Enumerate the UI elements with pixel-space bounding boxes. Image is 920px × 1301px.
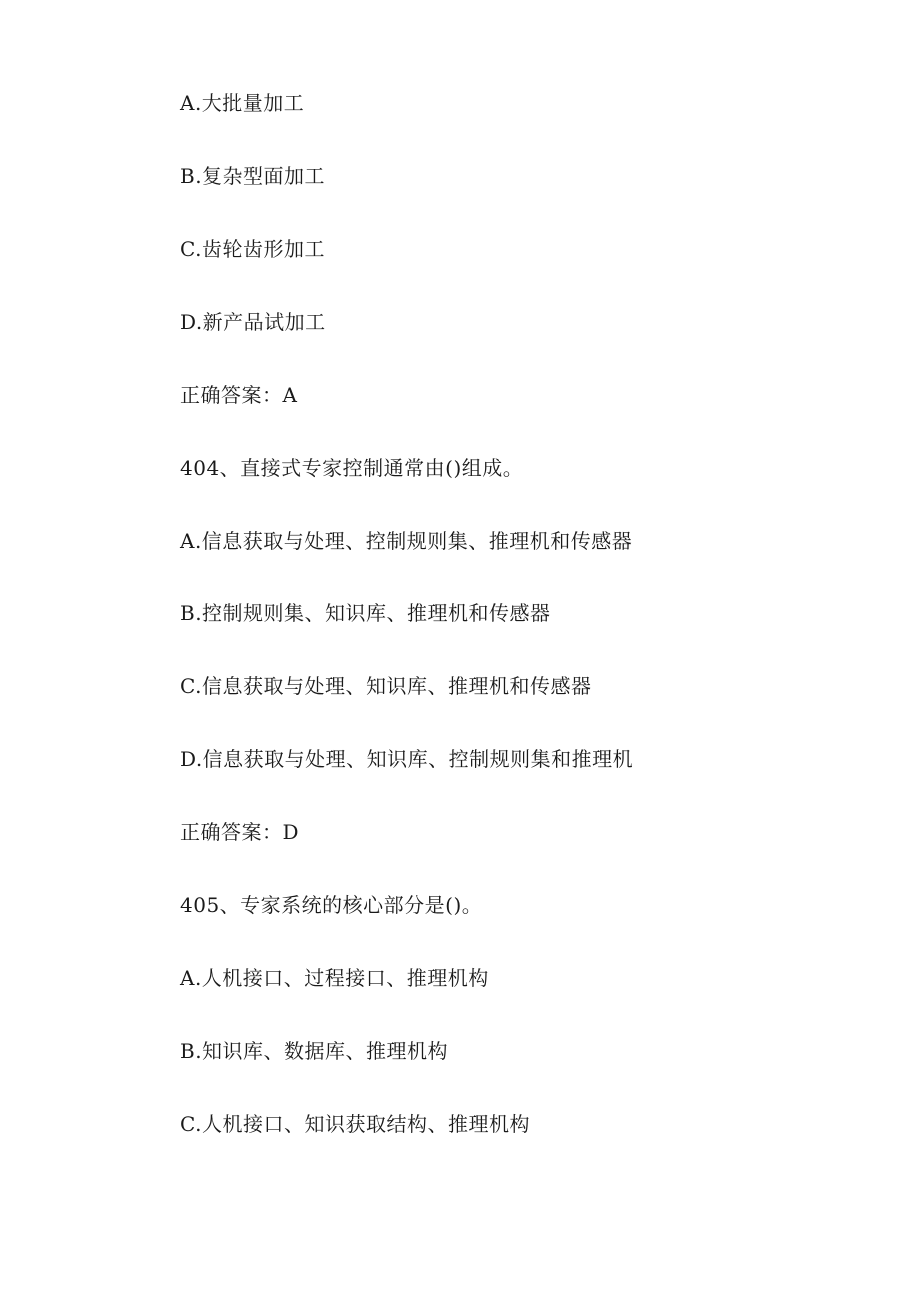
q403-answer: 正确答案：A bbox=[180, 383, 298, 407]
q405-question: 405、专家系统的核心部分是()。 bbox=[180, 893, 483, 917]
q403-option-c: C.齿轮齿形加工 bbox=[180, 237, 325, 261]
q404-question: 404、直接式专家控制通常由()组成。 bbox=[180, 456, 524, 480]
q405-option-b: B.知识库、数据库、推理机构 bbox=[180, 1039, 449, 1063]
q404-option-b: B.控制规则集、知识库、推理机和传感器 bbox=[180, 601, 551, 625]
q404-option-d: D.信息获取与处理、知识库、控制规则集和推理机 bbox=[180, 747, 634, 771]
q404-option-c: C.信息获取与处理、知识库、推理机和传感器 bbox=[180, 674, 592, 698]
q403-option-b: B.复杂型面加工 bbox=[180, 164, 326, 188]
q405-option-c: C.人机接口、知识获取结构、推理机构 bbox=[180, 1112, 530, 1136]
q403-option-d: D.新产品试加工 bbox=[180, 310, 326, 334]
q405-option-a: A.人机接口、过程接口、推理机构 bbox=[180, 966, 489, 990]
q404-answer: 正确答案：D bbox=[180, 820, 300, 844]
q404-option-a: A.信息获取与处理、控制规则集、推理机和传感器 bbox=[180, 529, 633, 553]
q403-option-a: A.大批量加工 bbox=[180, 91, 305, 115]
